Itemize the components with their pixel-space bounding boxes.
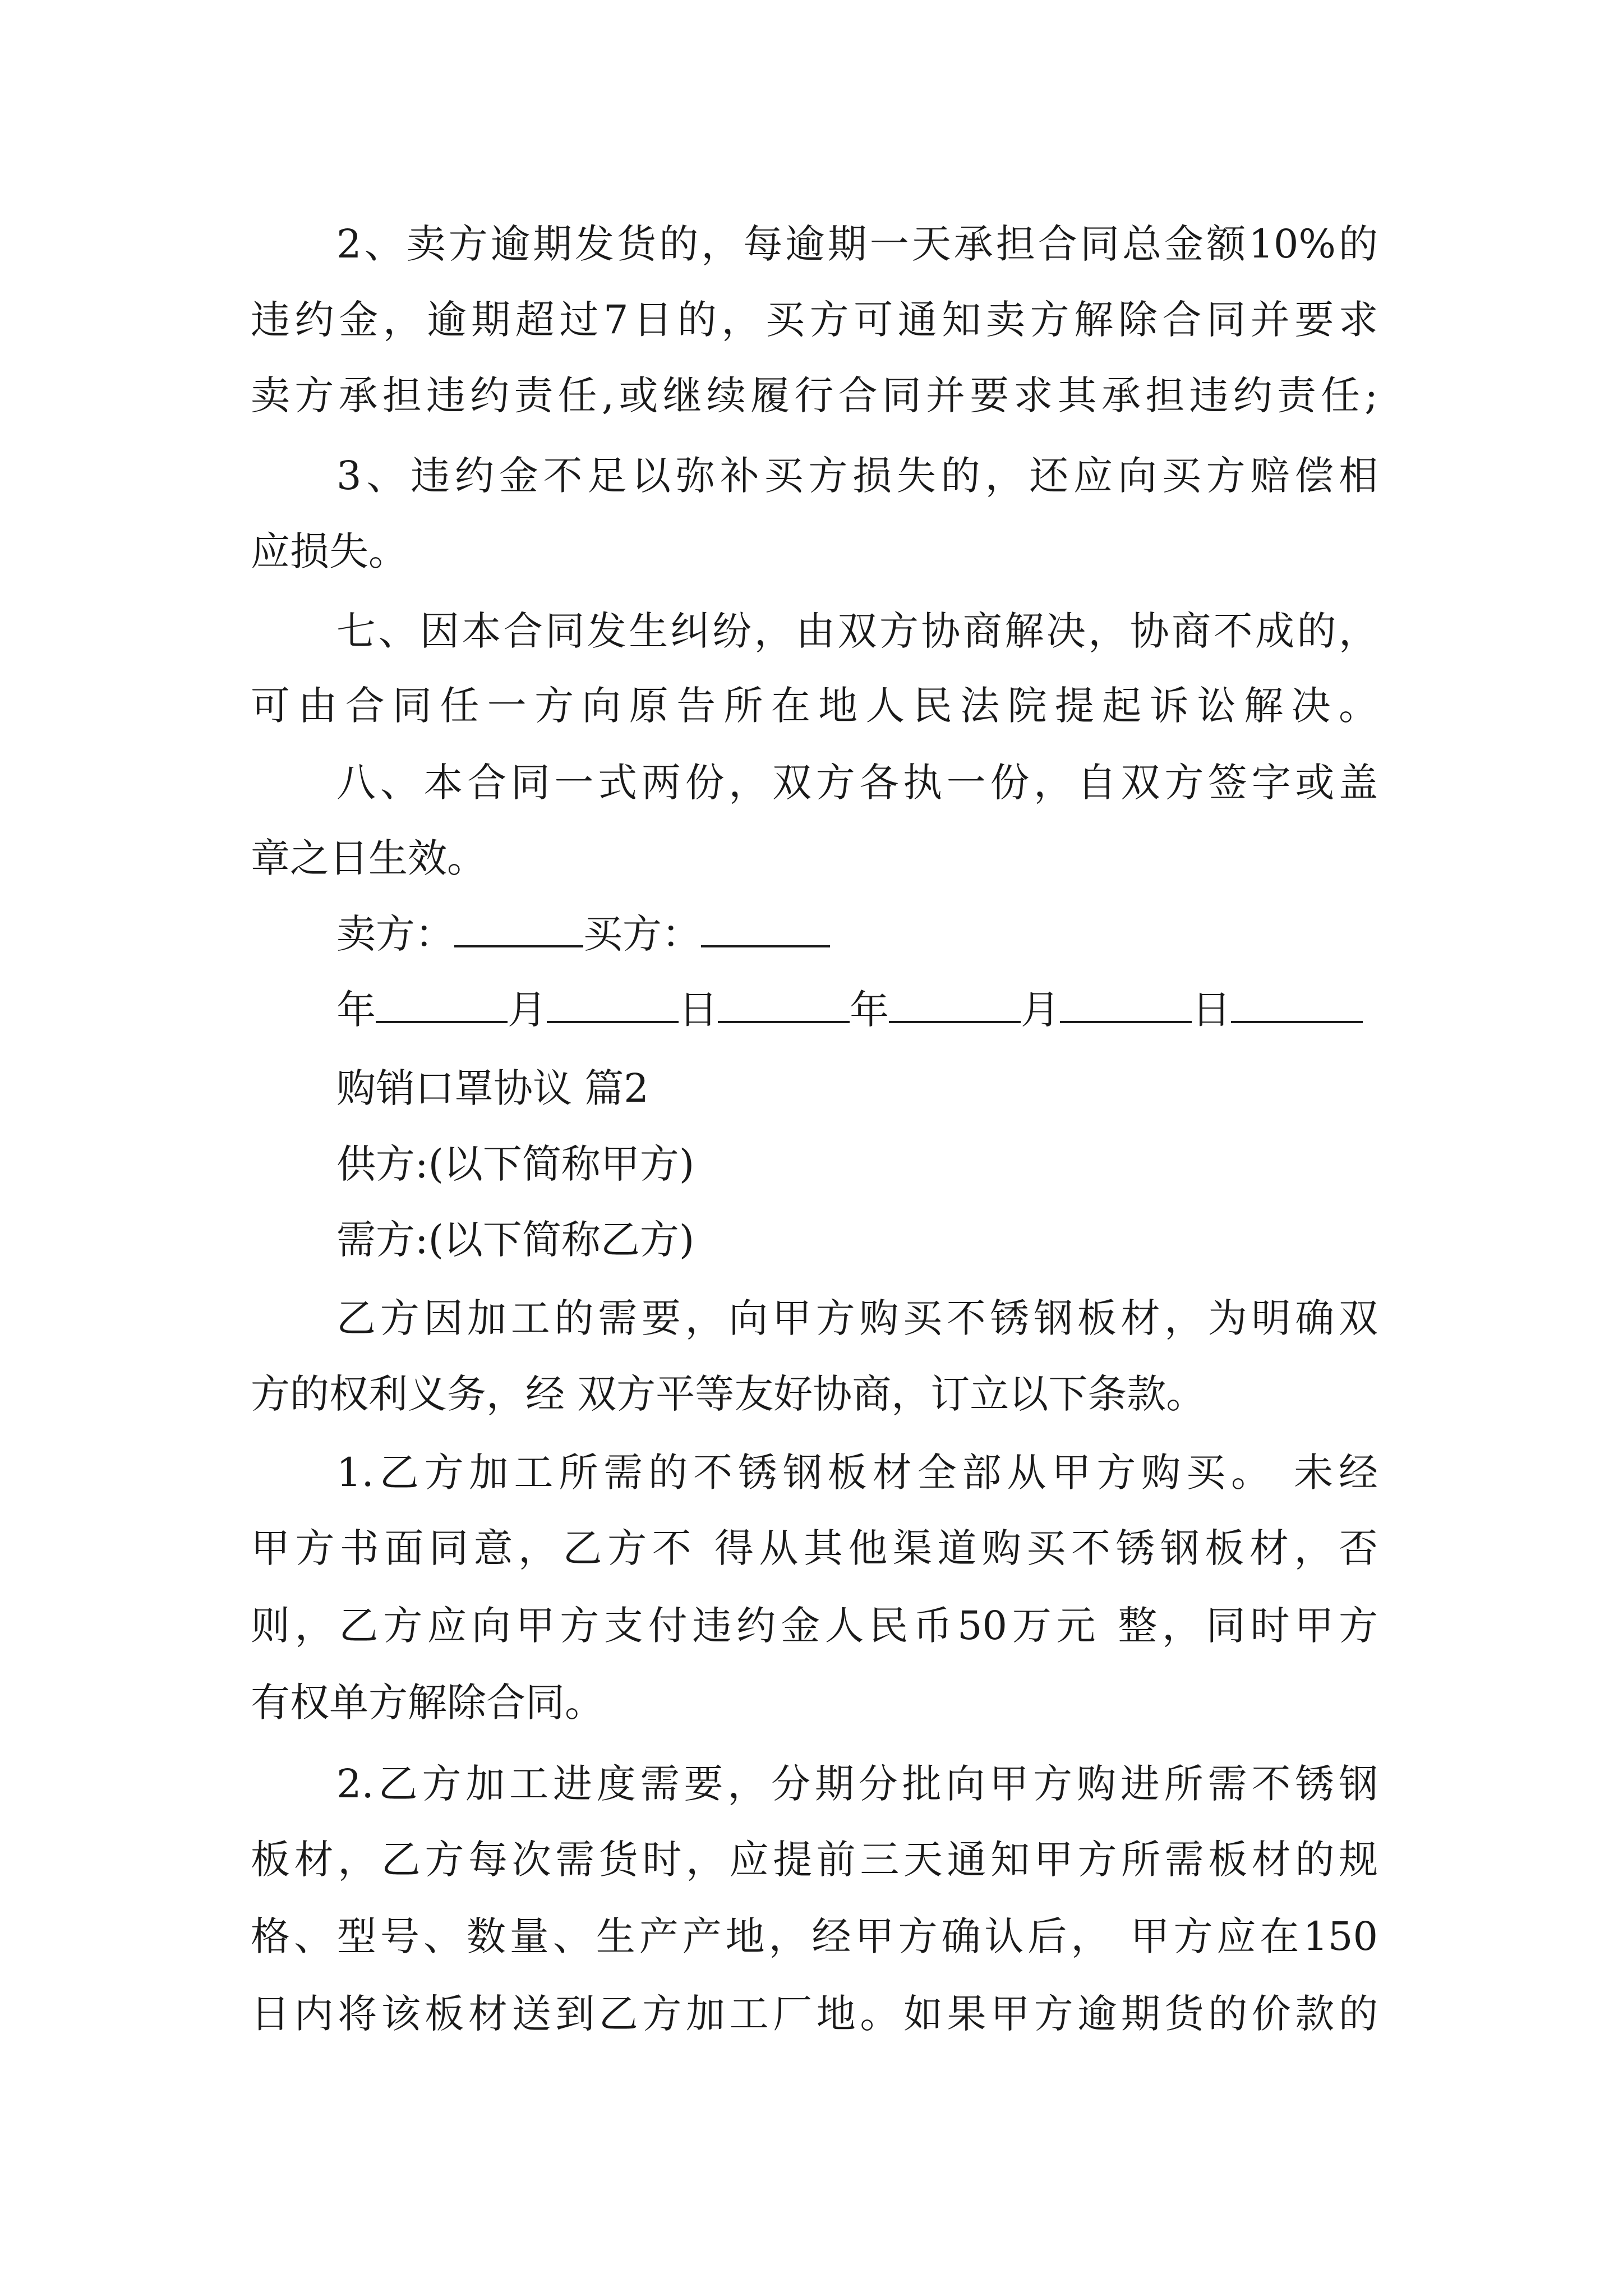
text-line: 甲方书面同意，乙方不 得从其他渠道购买不锈钢板材，否 — [251, 1525, 1378, 1571]
date-blank — [1231, 987, 1363, 1023]
seller-label: 卖方： — [336, 911, 454, 957]
seller-blank — [454, 912, 583, 947]
text-line: 格、型号、数量、生产产地，经甲方确认后， 甲方应在150 — [251, 1913, 1378, 1959]
month-label: 月 — [1021, 987, 1060, 1033]
date-blank — [1060, 987, 1192, 1023]
text-line: 2.乙方加工进度需要，分期分批向甲方购进所需不锈钢 — [336, 1761, 1378, 1807]
day-label: 日 — [679, 987, 718, 1033]
buyer-blank — [701, 912, 830, 947]
text-line: 可由合同任一方向原告所在地人民法院提起诉讼解决。 — [251, 683, 1378, 729]
buyer-label: 买方： — [583, 911, 701, 957]
text-line: 方的权利义务，经 双方平等友好协商，订立以下条款。 — [251, 1371, 1206, 1417]
text-line: 板材，乙方每次需货时，应提前三天通知甲方所需板材的规 — [251, 1837, 1378, 1883]
demander-line: 需方:(以下简称乙方) — [336, 1217, 695, 1263]
text-line: 1.乙方加工所需的不锈钢板材全部从甲方购买。 未经 — [336, 1450, 1378, 1496]
text-line: 乙方因加工的需要，向甲方购买不锈钢板材，为明确双 — [336, 1295, 1378, 1341]
signature-line — [336, 900, 1378, 968]
year-label: 年 — [336, 987, 376, 1033]
date-blank — [376, 987, 508, 1023]
date-blank — [718, 987, 850, 1023]
year-label: 年 — [850, 987, 889, 1033]
date-line — [336, 976, 1378, 1043]
text-line: 日内将该板材送到乙方加工厂地。如果甲方逾期货的价款的 — [251, 1991, 1378, 2037]
text-line: 违约金，逾期超过7日的，买方可通知卖方解除合同并要求 — [251, 297, 1378, 343]
text-line: 八、本合同一式两份，双方各执一份，自双方签字或盖 — [336, 760, 1378, 806]
day-label: 日 — [1192, 987, 1231, 1033]
month-label: 月 — [508, 987, 547, 1033]
text-line: 七、因本合同发生纠纷，由双方协商解决，协商不成的， — [336, 608, 1378, 654]
date-blank — [889, 987, 1021, 1023]
text-line: 章之日生效。 — [251, 835, 486, 881]
text-line: 卖方承担违约责任,或继续履行合同并要求其承担违约责任; — [251, 372, 1378, 418]
text-line: 应损失。 — [251, 528, 408, 574]
text-line: 有权单方解除合同。 — [251, 1680, 604, 1726]
text-line: 则，乙方应向甲方支付违约金人民币50万元 整，同时甲方 — [251, 1603, 1378, 1649]
date-blank — [547, 987, 679, 1023]
section-title: 购销口罩协议 篇2 — [336, 1065, 649, 1111]
text-line: 3、违约金不足以弥补买方损失的，还应向买方赔偿相 — [336, 453, 1378, 499]
text-line: 2、卖方逾期发货的，每逾期一天承担合同总金额10%的 — [336, 221, 1378, 267]
supplier-line: 供方:(以下简称甲方) — [336, 1141, 695, 1187]
